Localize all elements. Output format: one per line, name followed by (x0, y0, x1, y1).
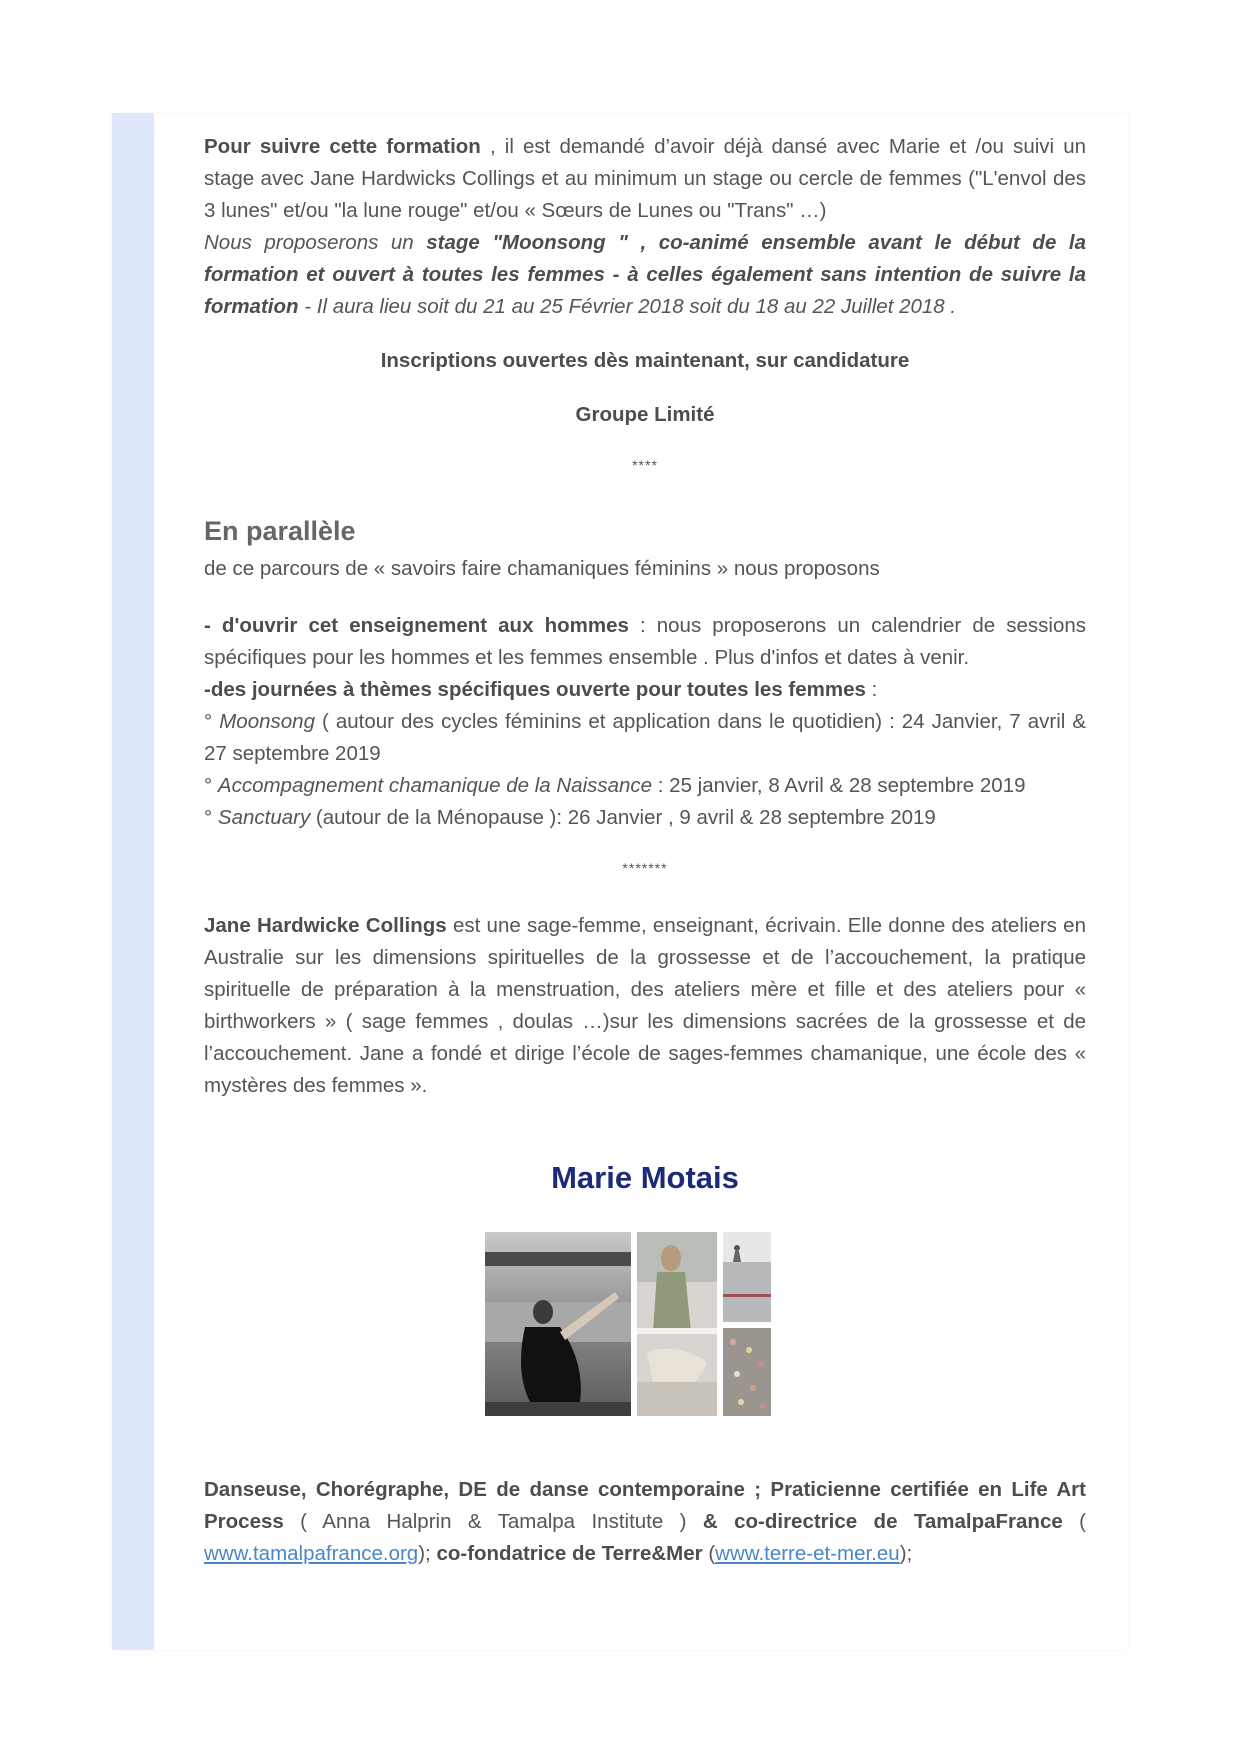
hommes-paragraph: - d'ouvrir cet enseignement aux hommes : nous proposerons un calendrier de sessions spécifiques pour les hommes et les femmes ensemble . Plus d'infos et dates à venir. -des journées à thèmes spécifiques ouverte pour toutes les femmes : ° Moonsong ( autour des cycles féminins et application dans le quotidien) : 24 Janvier, 7 avril & 27 septembre 2019 ° Accompagnement chamanique de la Naissance : 25 janvier, 8 Avril & 28 septembre 2019 ° Sanctuary (autour de la Ménopause ): 26 Janvier , 9 avril & 28 septembre 2019 (204, 614, 1086, 829)
list-item: Moonsong (219, 710, 315, 733)
formation-lead: Pour suivre cette formation (204, 135, 481, 158)
marie-photo-collage (485, 1232, 805, 1438)
groupe-line: Groupe Limité (575, 403, 715, 426)
marie-heading: Marie Motais (551, 1160, 739, 1195)
inscriptions-line: Inscriptions ouvertes dès maintenant, sur candidature (380, 349, 910, 372)
list-item: Sanctuary (217, 806, 311, 829)
photo-dancer-standing (637, 1232, 717, 1416)
jane-bio: Jane Hardwicke Collings est une sage-femme, enseignant, écrivain. Elle donne des ateliers en Australie sur les dimensions spirituelles de la grossesse et de l’accouchement, la pratique spirituelle de préparation à la menstruation, des ateliers mère et fille et des ateliers pour « birthworkers » ( sage femmes , doulas …)sur les dimensions sacrées de la grossesse et de l’accouchement. Jane a fondé et dirige l’école de sages-femmes chamanique, une école des « mystères des femmes ». (204, 914, 1086, 1097)
list-item: Accompagnement chamanique de la Naissance (217, 774, 653, 797)
document-content (204, 131, 1086, 1570)
photo-dancer-crouching (485, 1232, 631, 1416)
document-page (112, 113, 1128, 1650)
photo-flowers (723, 1328, 771, 1416)
separator-1: **** (632, 457, 658, 473)
tamalpafrance-link[interactable]: www.tamalpafrance.org (204, 1542, 419, 1565)
terre-et-mer-link[interactable]: www.terre-et-mer.eu (715, 1542, 900, 1565)
marie-bio: Danseuse, Chorégraphe, DE de danse contemporaine ; Praticienne certifiée en Life Art Process ( Anna Halprin & Tamalpa Institute ) & co-directrice de TamalpaFrance ( www.tamalpafrance.org); co-fondatrice de Terre&Mer (www.terre-et-mer.eu); (204, 1478, 1086, 1565)
left-accent-bar (112, 113, 154, 1650)
separator-2: ******* (622, 860, 668, 876)
photo-beach (723, 1232, 771, 1322)
parallele-intro: de ce parcours de « savoirs faire chamaniques féminins » nous proposons (204, 557, 880, 580)
formation-paragraph: Pour suivre cette formation , il est demandé d’avoir déjà dansé avec Marie et /ou suivi un stage avec Jane Hardwicks Collings et au minimum un stage ou cercle de femmes ("L'envol des 3 lunes" et/ou "la lune rouge" et/ou « Sœurs de Lunes ou "Trans" …) Nous proposerons un stage "Moonsong " , co-animé ensemble avant le début de la formation et ouvert à toutes les femmes - à celles également sans intention de suivre la formation - Il aura lieu soit du 21 au 25 Février 2018 soit du 18 au 22 Juillet 2018 . (204, 135, 1087, 318)
section-heading-parallele: En parallèle (204, 516, 356, 546)
moonsong-stage: stage "Moonsong " , co-animé ensemble avant le début de la formation et ouvert à toutes les femmes - à celles également sans intention de suivre la formation (204, 231, 1086, 318)
